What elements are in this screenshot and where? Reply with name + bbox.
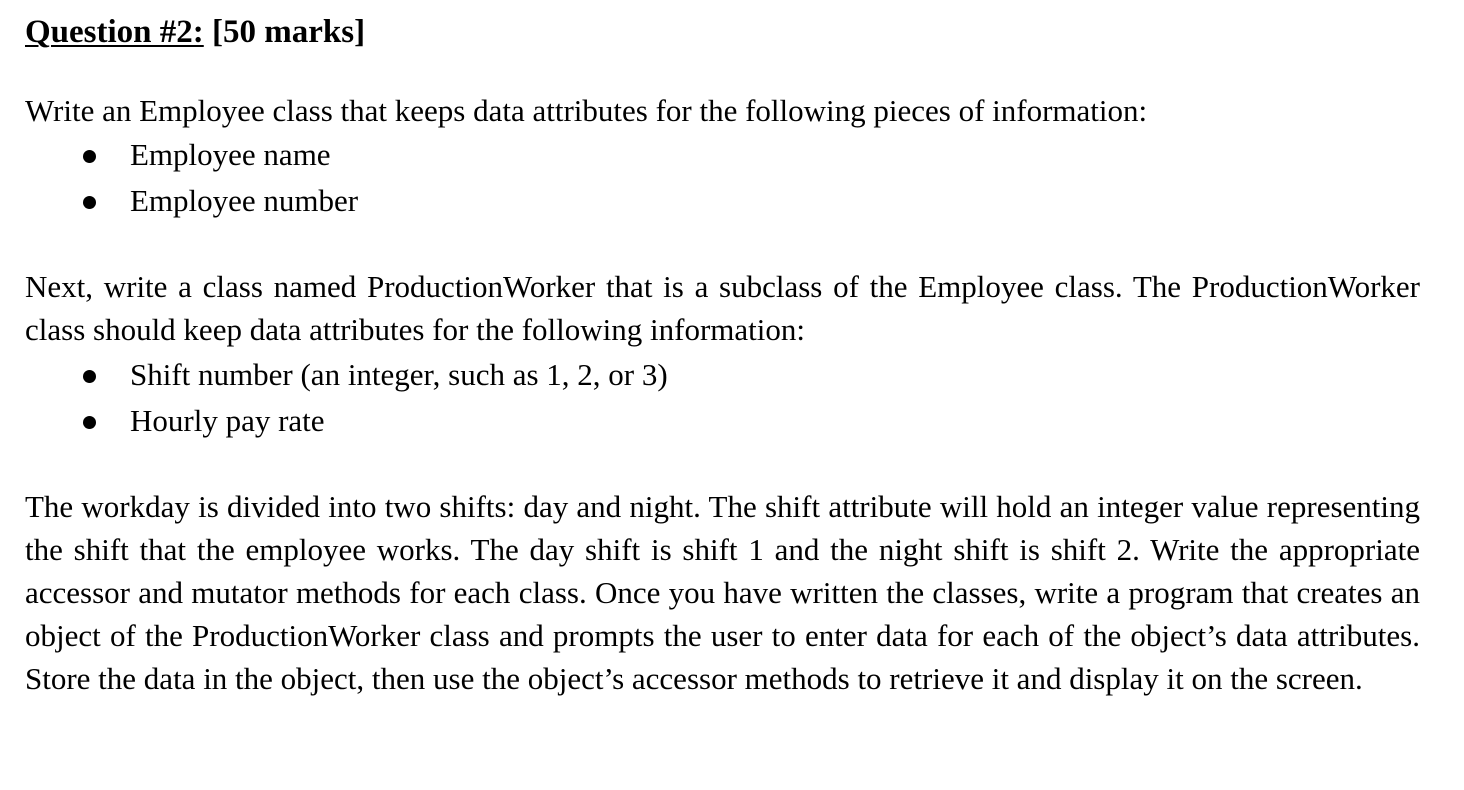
subclass-paragraph: Next, write a class named ProductionWorker that is a subclass of the Employee class. The ProductionWorker class should keep data attributes for the following information: [25, 269, 1420, 347]
question-marks: [50 marks] [212, 14, 366, 50]
bullet-icon [83, 150, 96, 163]
list-item [25, 398, 668, 444]
bullet-icon [83, 370, 96, 383]
bullet-icon [83, 416, 96, 429]
question-heading [25, 12, 365, 52]
intro-paragraph: Write an Employee class that keeps data attributes for the following pieces of information: [25, 93, 1148, 128]
production-worker-attributes-list [25, 352, 668, 444]
list-item [25, 178, 358, 224]
list-item-text: Employee name [130, 137, 331, 172]
list-item [25, 352, 668, 398]
instructions-paragraph: The workday is divided into two shifts: day and night. The shift attribute will hold an integer value representing the shift that the employee works. The day shift is shift 1 and the night shift is shift 2. Write the appropriate accessor and mutator methods for each class. Once you have written the classes, write a program that creates an object of the ProductionWorker class and prompts the user to enter data for each of the object’s data attributes. Store the data in the object, then use the object’s accessor methods to retrieve it and display it on the screen. [25, 489, 1420, 696]
employee-attributes-list [25, 132, 358, 224]
list-item-text: Employee number [130, 183, 359, 218]
list-item [25, 132, 358, 178]
bullet-icon [83, 196, 96, 209]
list-item-text: Shift number (an integer, such as 1, 2, or 3) [130, 357, 668, 392]
question-number: Question #2: [25, 14, 204, 50]
list-item-text: Hourly pay rate [130, 403, 325, 438]
